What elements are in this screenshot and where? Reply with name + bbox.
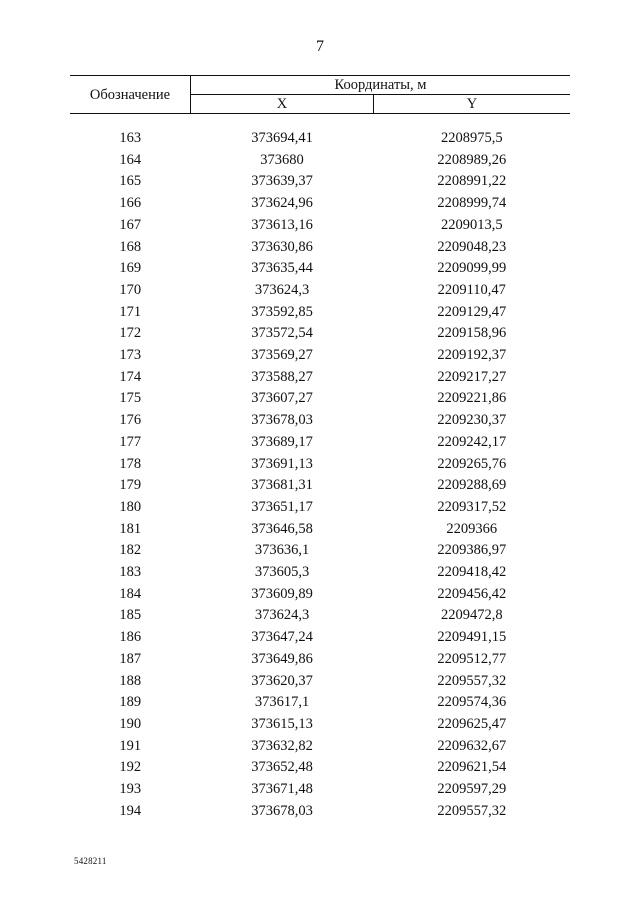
cell-y: 2209366 [446,520,498,537]
cell-x: 373617,1 [254,694,310,711]
cell-x: 373624,3 [254,607,310,624]
table-row [70,171,570,193]
cell-x: 373681,31 [251,477,313,494]
cell-x: 373649,86 [251,650,313,667]
header-x: X [191,95,374,114]
cell-designation: 190 [119,715,142,732]
cell-designation: 179 [119,477,142,494]
table-row [70,432,570,454]
table-body [70,114,570,823]
table-row [70,323,570,345]
cell-x: 373624,3 [254,281,310,298]
cell-y: 2209192,37 [437,347,507,364]
cell-x: 373613,16 [251,216,313,233]
cell-x: 373689,17 [251,433,313,450]
cell-x: 373569,27 [251,347,313,364]
table-row [70,410,570,432]
cell-designation: 187 [119,650,142,667]
cell-y: 2209491,15 [437,629,507,646]
table-row [70,454,570,476]
table-row [70,649,570,671]
cell-x: 373671,48 [251,781,313,798]
table-row [70,714,570,736]
cell-designation: 183 [119,564,142,581]
table-spacer [70,114,570,129]
table-row [70,627,570,649]
cell-designation: 186 [119,629,142,646]
cell-designation: 167 [119,216,142,233]
cell-x: 373588,27 [251,368,313,385]
table-row [70,388,570,410]
cell-y: 2209288,69 [437,477,507,494]
cell-designation: 172 [119,325,142,342]
cell-designation: 166 [119,195,142,212]
document-code: 5428211 [74,856,107,866]
cell-x: 373605,3 [254,564,310,581]
cell-x: 373651,17 [251,498,313,515]
cell-designation: 169 [119,260,142,277]
cell-designation: 180 [119,498,142,515]
cell-y: 2209597,29 [437,781,507,798]
cell-designation: 176 [119,412,142,429]
table-row [70,779,570,801]
cell-designation: 184 [119,585,142,602]
cell-designation: 193 [119,781,142,798]
cell-designation: 194 [119,802,142,819]
cell-designation: 163 [119,130,142,146]
cell-y: 2209632,67 [437,737,507,754]
cell-designation: 177 [119,433,142,450]
cell-x: 373636,1 [254,542,310,559]
table-row [70,128,570,150]
cell-y: 2209217,27 [437,368,507,385]
cell-x: 373630,86 [251,238,313,255]
cell-designation: 173 [119,347,142,364]
table-row [70,258,570,280]
table-row [70,193,570,215]
table-row [70,367,570,389]
cell-designation: 181 [119,520,142,537]
cell-y: 2209221,86 [437,390,507,407]
cell-x: 373635,44 [251,260,313,277]
header-y: Y [374,95,571,114]
cell-designation: 192 [119,759,142,776]
cell-x: 373691,13 [251,455,313,472]
cell-x: 373678,03 [251,802,313,819]
cell-designation: 178 [119,455,142,472]
cell-y: 2209265,76 [437,455,507,472]
table-row [70,280,570,302]
table-row [70,540,570,562]
cell-y: 2209574,36 [437,694,507,711]
cell-x: 373647,24 [251,629,313,646]
cell-y: 2208989,26 [437,151,507,168]
cell-x: 373652,48 [251,759,313,776]
table-row [70,302,570,324]
cell-designation: 182 [119,542,142,559]
table-row [70,671,570,693]
header-designation: Обозначение [70,76,191,114]
cell-y: 2209472,8 [440,607,503,624]
cell-designation: 189 [119,694,142,711]
header-coordinates: Координаты, м [191,76,571,95]
table-row [70,150,570,172]
cell-designation: 170 [119,281,142,298]
cell-y: 2209418,42 [437,564,507,581]
cell-x: 373680 [260,151,304,168]
cell-designation: 171 [119,303,142,320]
cell-y: 2209621,54 [437,759,507,776]
cell-y: 2209386,97 [437,542,507,559]
table-row [70,692,570,714]
cell-designation: 164 [119,151,142,168]
cell-x: 373572,54 [251,325,313,342]
table-row [70,736,570,758]
table-row [70,519,570,541]
cell-y: 2208991,22 [437,173,507,190]
cell-x: 373607,27 [251,390,313,407]
cell-y: 2209512,77 [437,650,507,667]
cell-y: 2209557,32 [437,802,507,819]
cell-designation: 174 [119,368,142,385]
cell-y: 2209048,23 [437,238,507,255]
table-header [70,76,570,114]
cell-designation: 185 [119,607,142,624]
cell-x: 373615,13 [251,715,313,732]
cell-x: 373694,41 [251,130,313,146]
cell-y: 2209625,47 [437,715,507,732]
cell-x: 373620,37 [251,672,313,689]
table-row [70,345,570,367]
cell-x: 373624,96 [251,195,313,212]
cell-x: 373592,85 [251,303,313,320]
table-row [70,801,570,823]
table-row [70,497,570,519]
cell-y: 2208999,74 [437,195,507,212]
cell-designation: 165 [119,173,142,190]
cell-y: 2209129,47 [437,303,507,320]
cell-x: 373632,82 [251,737,313,754]
table-row [70,475,570,497]
cell-designation: 191 [119,737,142,754]
cell-x: 373678,03 [251,412,313,429]
header-row-top [70,76,570,95]
table-row [70,757,570,779]
table-row [70,562,570,584]
cell-y: 2208975,5 [440,130,503,146]
cell-y: 2209158,96 [437,325,507,342]
cell-designation: 168 [119,238,142,255]
cell-y: 2209230,37 [437,412,507,429]
table-row [70,237,570,259]
cell-designation: 188 [119,672,142,689]
coordinates-table [70,75,570,823]
cell-x: 373646,58 [251,520,313,537]
table-row [70,584,570,606]
table-row [70,215,570,237]
page-number: 7 [316,38,324,55]
cell-x: 373639,37 [251,173,313,190]
cell-y: 2209242,17 [437,433,507,450]
cell-y: 2209456,42 [437,585,507,602]
cell-x: 373609,89 [251,585,313,602]
cell-y: 2209110,47 [437,281,506,298]
cell-y: 2209557,32 [437,672,507,689]
cell-designation: 175 [119,390,142,407]
table-row [70,605,570,627]
cell-y: 2209013,5 [440,216,503,233]
cell-y: 2209317,52 [437,498,507,515]
cell-y: 2209099,99 [437,260,507,277]
